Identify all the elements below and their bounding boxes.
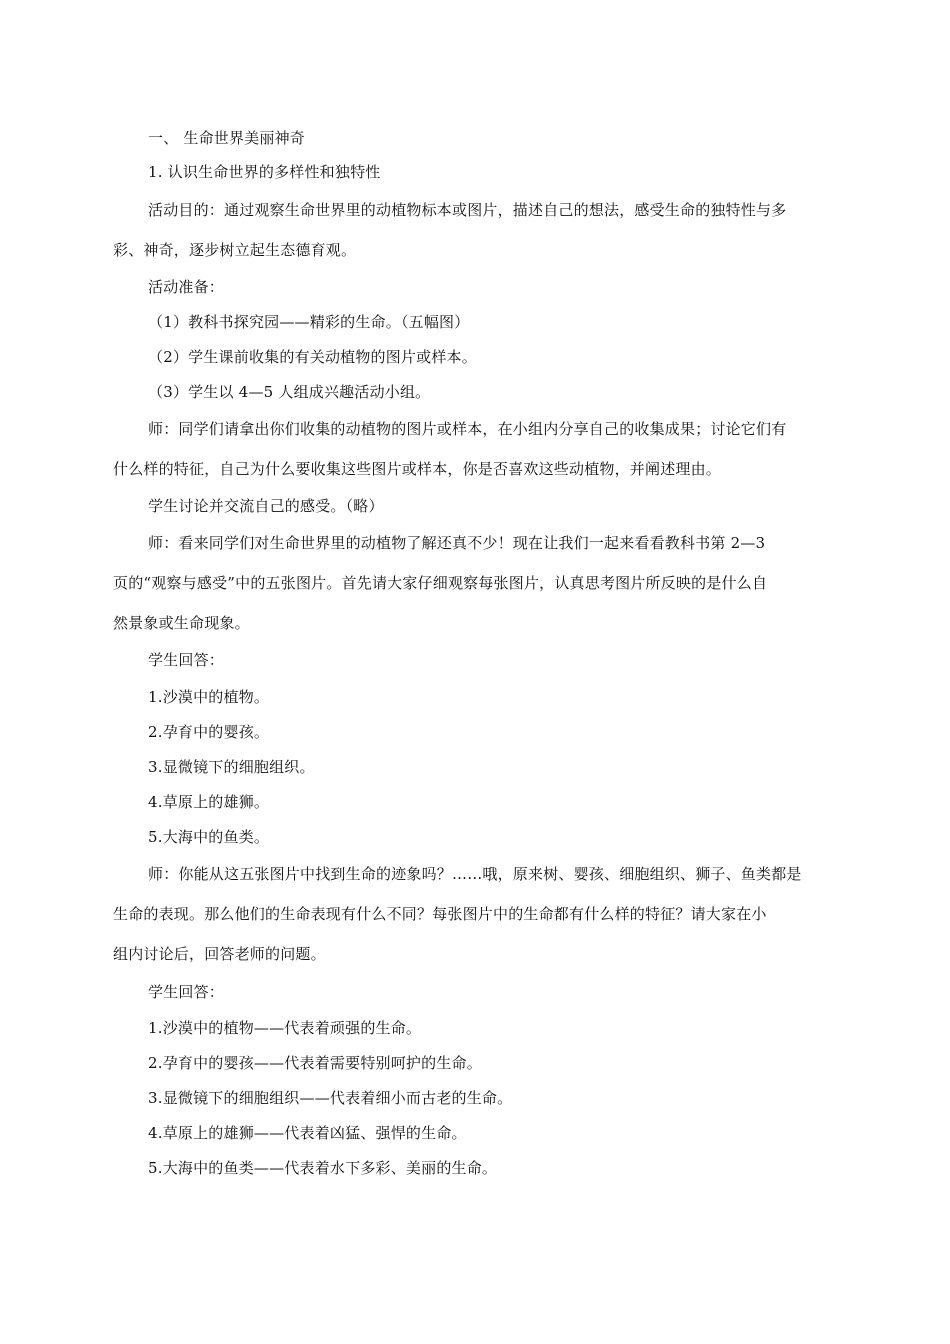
answer-item: 1.沙漠中的植物。 [148, 688, 270, 706]
purpose-paragraph-line-1: 活动目的：通过观察生命世界里的动植物标本或图片，描述自己的想法，感受生命的独特性与多 [148, 201, 787, 219]
prep-item: （2）学生课前收集的有关动植物的图片或样本。 [148, 348, 477, 366]
teacher-paragraph-2-line-1: 师：看来同学们对生命世界里的动植物了解还真不少！现在让我们一起来看看教科书第 2—3 [148, 534, 766, 552]
answer-item: 3.显微镜下的细胞组织。 [148, 758, 315, 776]
answer-item: 2.孕育中的婴孩。 [148, 723, 270, 741]
answer-item: 2.孕育中的婴孩——代表着需要特别呵护的生命。 [148, 1054, 482, 1072]
answer-item: 4.草原上的雄狮——代表着凶猛、强悍的生命。 [148, 1124, 467, 1142]
teacher-paragraph-1-line-2: 什么样的特征，自己为什么要收集这些图片或样本，你是否喜欢这些动植物，并阐述理由。 [113, 460, 722, 478]
section-title: 一、 生命世界美丽神奇 [148, 129, 305, 147]
purpose-paragraph-line-2: 彩、神奇，逐步树立起生态德育观。 [113, 241, 357, 259]
teacher-paragraph-3-line-2: 生命的表现。那么他们的生命表现有什么不同？每张图片中的生命都有什么样的特征？请大家在小 [113, 905, 767, 923]
prep-item: （3）学生以 4—5 人组成兴趣活动小组。 [148, 383, 431, 401]
answer-item: 5.大海中的鱼类。 [148, 828, 270, 846]
answer-item: 5.大海中的鱼类——代表着水下多彩、美丽的生命。 [148, 1159, 498, 1177]
answer-item: 1.沙漠中的植物——代表着顽强的生命。 [148, 1019, 422, 1037]
teacher-paragraph-2-line-2: 页的“观察与感受”中的五张图片。首先请大家仔细观察每张图片，认真思考图片所反映的是什么自 [113, 574, 768, 592]
teacher-paragraph-3-line-3: 组内讨论后，回答老师的问题。 [113, 945, 326, 963]
teacher-paragraph-3-line-1: 师：你能从这五张图片中找到生命的迹象吗？……哦，原来树、婴孩、细胞组织、狮子、鱼类都是 [148, 865, 802, 883]
prep-item: （1）教科书探究园——精彩的生命。（五幅图） [148, 313, 470, 331]
teacher-paragraph-2-line-3: 然景象或生命现象。 [113, 614, 250, 632]
subsection-title: 1. 认识生命世界的多样性和独特性 [148, 163, 381, 181]
answer-item: 4.草原上的雄狮。 [148, 793, 270, 811]
prep-label: 活动准备： [148, 278, 225, 296]
teacher-paragraph-1-line-1: 师：同学们请拿出你们收集的动植物的图片或样本，在小组内分享自己的收集成果；讨论它们有 [148, 420, 787, 438]
student-answer-label: 学生回答： [148, 983, 225, 1001]
student-discussion: 学生讨论并交流自己的感受。（略） [148, 497, 384, 515]
student-answer-label: 学生回答： [148, 651, 225, 669]
answer-item: 3.显微镜下的细胞组织——代表着细小而古老的生命。 [148, 1089, 513, 1107]
